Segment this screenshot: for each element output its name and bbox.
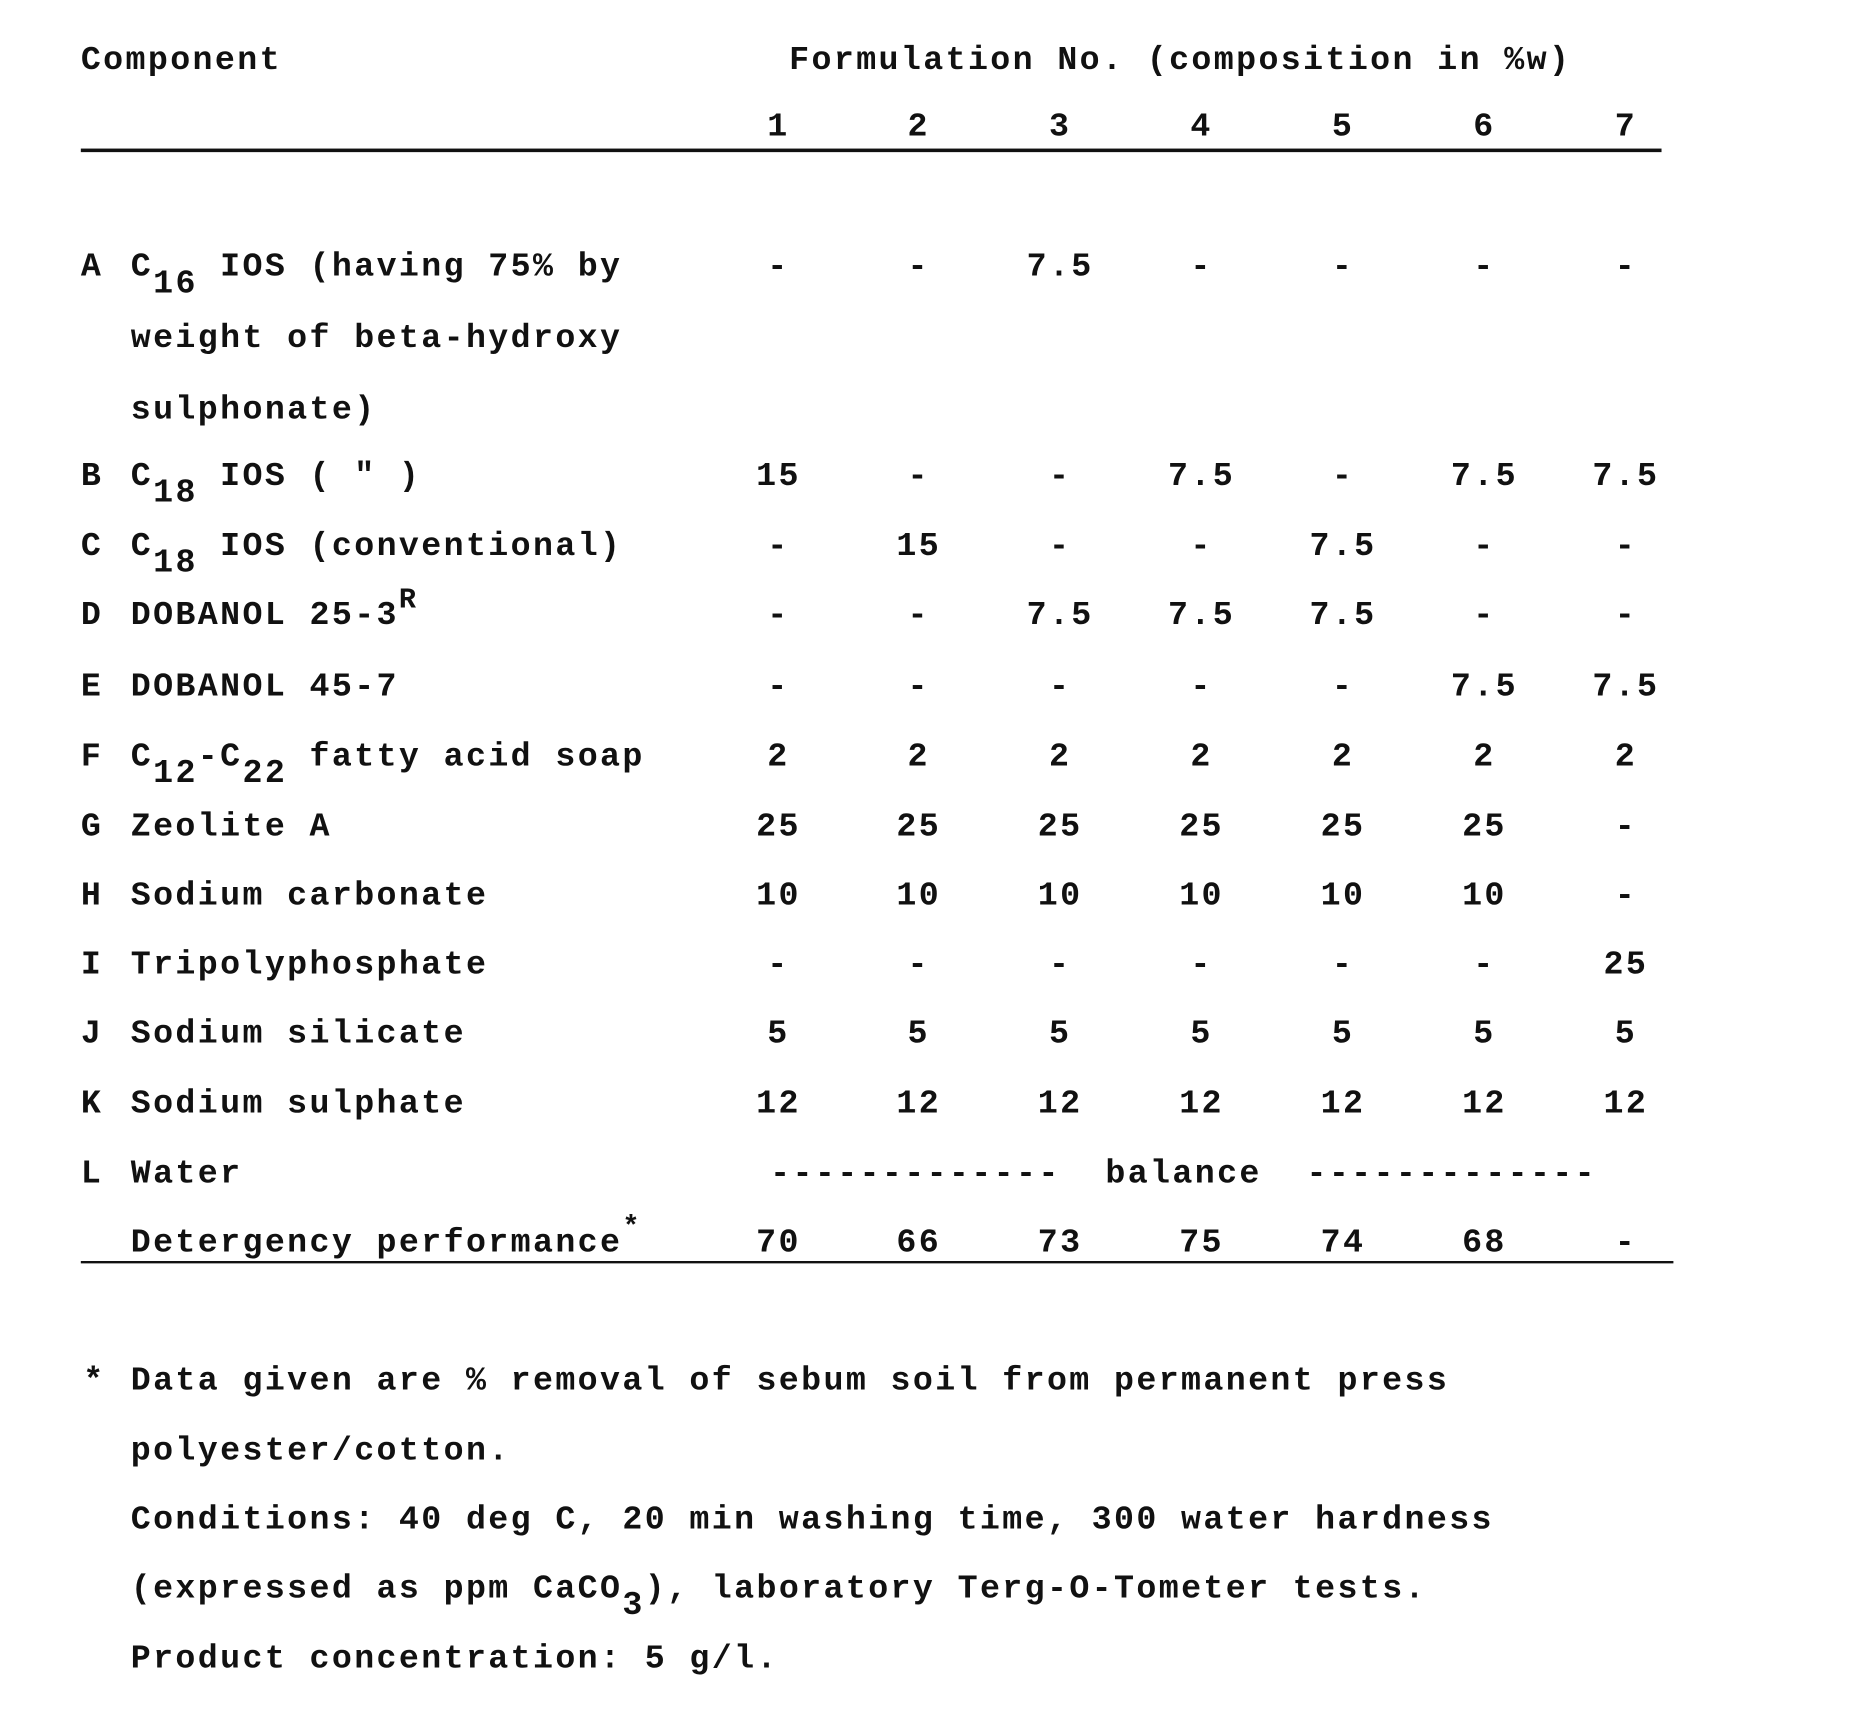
row-letter: G xyxy=(81,809,103,847)
cell-value: 2 xyxy=(1561,739,1692,777)
cell-value: 12 xyxy=(713,1086,844,1124)
cell-value: 5 xyxy=(1561,1016,1692,1054)
row-letter: E xyxy=(81,669,103,707)
cell-value: 2 xyxy=(853,739,984,777)
detergency-value: 68 xyxy=(1419,1225,1550,1263)
cell-value: - xyxy=(995,459,1126,497)
column-header-6: 6 xyxy=(1419,109,1550,147)
cell-value: 10 xyxy=(1419,878,1550,916)
cell-value: - xyxy=(853,250,984,288)
label-part-pre: C xyxy=(131,250,153,287)
component-label: Water xyxy=(131,1156,243,1194)
label-part-pre: Tripolyphosphate xyxy=(131,947,489,984)
cell-value: - xyxy=(1136,669,1267,707)
label-part-pre: Sodium silicate xyxy=(131,1016,466,1053)
cell-value: 7.5 xyxy=(1278,598,1409,636)
cell-value: 7.5 xyxy=(1419,669,1550,707)
footnote-star: * xyxy=(83,1363,105,1401)
cell-value: 7.5 xyxy=(1419,459,1550,497)
cell-value: - xyxy=(1278,947,1409,985)
cell-value: 10 xyxy=(1136,878,1267,916)
cell-value: 5 xyxy=(1136,1016,1267,1054)
label-part-post: IOS (conventional) xyxy=(198,529,623,566)
row-letter: J xyxy=(81,1016,103,1054)
cell-value: 2 xyxy=(1136,739,1267,777)
label-part-sub: 18 xyxy=(153,546,198,583)
component-label xyxy=(131,529,623,567)
column-header-4: 4 xyxy=(1136,109,1267,147)
cell-value: - xyxy=(1278,250,1409,288)
row-letter: F xyxy=(81,739,103,777)
cell-value: 10 xyxy=(713,878,844,916)
cell-value: 25 xyxy=(853,809,984,847)
row-letter: H xyxy=(81,878,103,916)
label-part-pre: C xyxy=(131,529,153,566)
cell-value: - xyxy=(713,598,844,636)
label-part-pre: Sodium sulphate xyxy=(131,1086,466,1123)
cell-value: - xyxy=(995,529,1126,567)
detergency-value: 70 xyxy=(713,1225,844,1263)
cell-value: - xyxy=(853,669,984,707)
component-label-continuation: sulphonate) xyxy=(131,392,377,430)
header-formulation: Formulation No. (composition in %w) xyxy=(789,43,1571,81)
label-part-sub: 12 xyxy=(153,756,198,793)
cell-value: 7.5 xyxy=(1136,459,1267,497)
cell-value: - xyxy=(713,250,844,288)
cell-value: 12 xyxy=(1278,1086,1409,1124)
cell-value: - xyxy=(713,529,844,567)
component-label xyxy=(131,1016,466,1054)
cell-value: - xyxy=(1419,529,1550,567)
cell-value: 7.5 xyxy=(1136,598,1267,636)
label-part-pre: DOBANOL 45-7 xyxy=(131,669,399,706)
row-letter: L xyxy=(81,1156,103,1194)
footnote-line xyxy=(131,1571,1427,1609)
cell-value: - xyxy=(1419,598,1550,636)
label-part-post: fatty acid soap xyxy=(287,739,645,776)
cell-value: 2 xyxy=(1278,739,1409,777)
label-part-pre: DOBANOL 25-3 xyxy=(131,598,399,635)
cell-value: 25 xyxy=(1278,809,1409,847)
row-letter: I xyxy=(81,947,103,985)
cell-value: 25 xyxy=(1419,809,1550,847)
cell-value: - xyxy=(1561,878,1692,916)
label-part-mid: -C xyxy=(198,739,243,776)
label-part-post: IOS ( " ) xyxy=(198,459,421,496)
cell-value: 5 xyxy=(995,1016,1126,1054)
cell-value: 7.5 xyxy=(995,598,1126,636)
label-part-pre: C xyxy=(131,459,153,496)
cell-value: 2 xyxy=(713,739,844,777)
cell-value: 10 xyxy=(853,878,984,916)
component-label xyxy=(131,878,489,916)
footnote-line: Data given are % removal of sebum soil from permanent press xyxy=(131,1363,1449,1401)
cell-value: 15 xyxy=(713,459,844,497)
cell-value: - xyxy=(1419,250,1550,288)
cell-value: - xyxy=(853,459,984,497)
cell-value: - xyxy=(1136,250,1267,288)
formulation-table-page xyxy=(0,0,1854,1711)
label-part-sup: R xyxy=(399,585,418,617)
header-component: Component xyxy=(81,43,282,81)
cell-value: 25 xyxy=(1136,809,1267,847)
cell-value: 7.5 xyxy=(995,250,1126,288)
cell-value: - xyxy=(1278,459,1409,497)
footnote-line: polyester/cotton. xyxy=(131,1433,511,1471)
detergency-value: 74 xyxy=(1278,1225,1409,1263)
footnote-line: Product concentration: 5 g/l. xyxy=(131,1641,779,1679)
detergency-label xyxy=(131,1225,642,1263)
detergency-text: Detergency performance xyxy=(131,1225,623,1262)
component-label xyxy=(131,669,399,707)
detergency-value: 73 xyxy=(995,1225,1126,1263)
cell-value: 5 xyxy=(1419,1016,1550,1054)
cell-value: 7.5 xyxy=(1278,529,1409,567)
row-letter: K xyxy=(81,1086,103,1124)
cell-value: 10 xyxy=(995,878,1126,916)
cell-value: 25 xyxy=(1561,947,1692,985)
detergency-value: 66 xyxy=(853,1225,984,1263)
cell-value: 5 xyxy=(853,1016,984,1054)
component-label xyxy=(131,739,645,777)
cell-value: - xyxy=(713,947,844,985)
detergency-asterisk: * xyxy=(622,1212,641,1244)
row-letter: B xyxy=(81,459,103,497)
component-label xyxy=(131,947,489,985)
row-letter: A xyxy=(81,250,103,288)
cell-value: 12 xyxy=(995,1086,1126,1124)
cell-value: 12 xyxy=(1561,1086,1692,1124)
column-header-7: 7 xyxy=(1561,109,1692,147)
footnote-text: ), laboratory Terg-O-Tometer tests. xyxy=(645,1571,1427,1608)
detergency-value: 75 xyxy=(1136,1225,1267,1263)
component-label xyxy=(131,598,419,636)
component-label xyxy=(131,809,332,847)
cell-value: - xyxy=(1561,529,1692,567)
cell-value: - xyxy=(1278,669,1409,707)
label-part-post: IOS (having 75% by xyxy=(198,250,623,287)
component-label-continuation: weight of beta-hydroxy xyxy=(131,321,623,359)
cell-value: - xyxy=(853,947,984,985)
component-label xyxy=(131,459,422,497)
cell-value: - xyxy=(1419,947,1550,985)
label-part-sub2: 22 xyxy=(242,756,287,793)
column-header-3: 3 xyxy=(995,109,1126,147)
cell-value: - xyxy=(1561,250,1692,288)
cell-value: - xyxy=(713,669,844,707)
cell-value: - xyxy=(1561,598,1692,636)
cell-value: 5 xyxy=(713,1016,844,1054)
cell-value: - xyxy=(1136,529,1267,567)
cell-value: - xyxy=(995,947,1126,985)
column-header-5: 5 xyxy=(1278,109,1409,147)
footnote-line: Conditions: 40 deg C, 20 min washing time, 300 water hardness xyxy=(131,1502,1494,1540)
cell-value: 25 xyxy=(713,809,844,847)
column-header-2: 2 xyxy=(853,109,984,147)
water-balance: ------------- balance ------------- xyxy=(770,1156,1597,1194)
cell-value: 2 xyxy=(995,739,1126,777)
cell-value: - xyxy=(1561,809,1692,847)
cell-value: 10 xyxy=(1278,878,1409,916)
cell-value: 12 xyxy=(1419,1086,1550,1124)
cell-value: - xyxy=(995,669,1126,707)
footnote-subscript: 3 xyxy=(622,1588,644,1625)
label-part-sub: 16 xyxy=(153,266,198,303)
row-letter: D xyxy=(81,598,103,636)
row-letter: C xyxy=(81,529,103,567)
label-part-pre: C xyxy=(131,739,153,776)
cell-value: 7.5 xyxy=(1561,669,1692,707)
cell-value: 25 xyxy=(995,809,1126,847)
cell-value: 15 xyxy=(853,529,984,567)
detergency-value: - xyxy=(1561,1225,1692,1263)
label-part-sub: 18 xyxy=(153,475,198,512)
cell-value: 7.5 xyxy=(1561,459,1692,497)
component-label xyxy=(131,1086,466,1124)
label-part-pre: Sodium carbonate xyxy=(131,878,489,915)
component-label xyxy=(131,250,623,288)
cell-value: 5 xyxy=(1278,1016,1409,1054)
cell-value: - xyxy=(853,598,984,636)
cell-value: 12 xyxy=(1136,1086,1267,1124)
footnote-text: (expressed as ppm CaCO xyxy=(131,1571,623,1608)
cell-value: 2 xyxy=(1419,739,1550,777)
cell-value: 12 xyxy=(853,1086,984,1124)
header-rule xyxy=(81,149,1662,153)
column-header-1: 1 xyxy=(713,109,844,147)
label-part-pre: Zeolite A xyxy=(131,809,332,846)
cell-value: - xyxy=(1136,947,1267,985)
